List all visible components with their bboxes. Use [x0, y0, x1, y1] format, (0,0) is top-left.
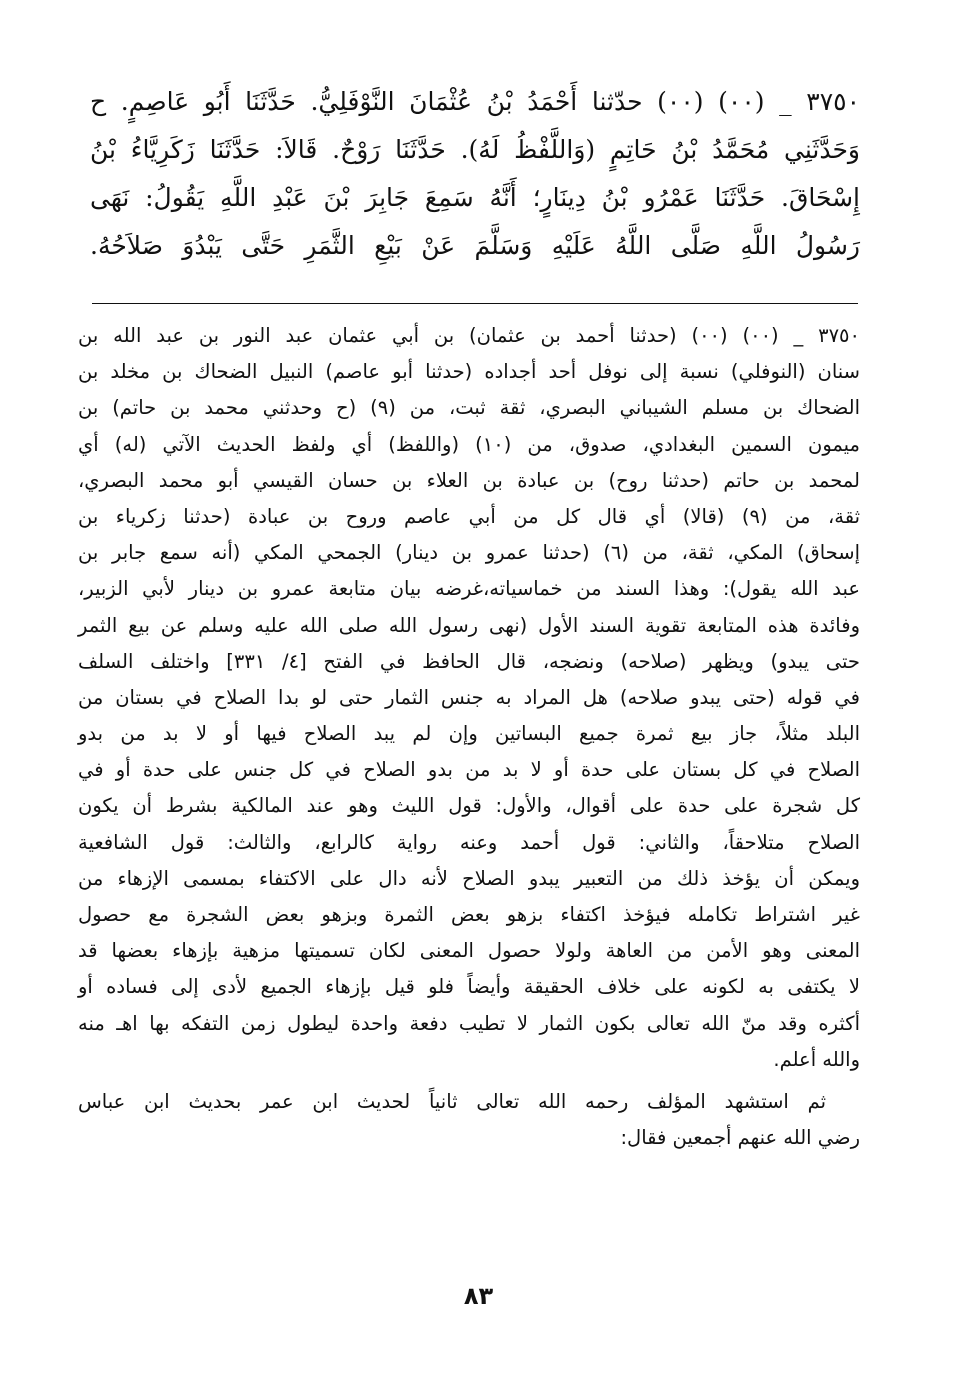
hadith-line: ٣٧٥٠ _ (٠٠) (٠٠) حدّثنا أَحْمَدُ بْنُ عُثْمَانَ النَّوْفَلِيُّ. حَدَّثَنَا أَبُو عَاصِمٍ. ح: [90, 87, 860, 116]
hadith-text: [90, 78, 860, 270]
commentary-line: ميمون السمين البغدادي، صدوق، من (١٠) (واللفظ) أي ولفظ الحديث الآتي (له) أي: [78, 432, 861, 456]
commentary-line: والله أعلم.: [773, 1047, 860, 1071]
hadith-line: وَحَدَّثَنِي مُحَمَّدُ بْنُ حَاتِمٍ (وَاللَّفْظُ لَهُ). حَدَّثَنَا رَوْحٌ. قَالاَ: حَدَّثَنَا زَكَرِيَّاءُ بْنُ: [90, 135, 860, 164]
hadith-line: إِسْحَاقَ. حَدَّثَنَا عَمْرُو بْنُ دِينَارٍ؛ أَنَّهُ سَمِعَ جَابِرَ بْنَ عَبْدِ اللَّهِ يَقُولُ: نَهَى: [90, 183, 860, 212]
commentary-line: سنان (النوفلي) نسبة إلى نوفل أحد أجداده (حدثنا أبو عاصم) النبيل الضحاك بن مخلد بن: [78, 360, 860, 384]
commentary-line: حتى يبدو) ويظهر (صلاحه) ونضجه، قال الحافظ في الفتح [٤/ ٣٣١] واختلف السلف: [78, 649, 860, 673]
commentary-line: ويمكن أن يؤخذ ذلك من التعبير يبدو الصلاح لأنه دال على الاكتفاء بمسمى الإزهاء من: [78, 866, 860, 890]
closing-line: ثم استشهد المؤلف رحمه الله تعالى ثانياً لحديث ابن عمر بحديث ابن عباس: [78, 1089, 826, 1113]
page-number: ٨٣: [463, 1282, 494, 1310]
closing-line: رضي الله عنهم أجمعين فقال:: [620, 1126, 860, 1150]
commentary-line: لا يكتفى به لكونه على خلاف الحقيقة وأيضاً فلو قيل بإزهاء الجميع لأدى إلى فساده أو: [78, 975, 860, 999]
commentary-line: كل شجرة على حدة على أقوال، والأول: قول الليث وهو عند المالكية بشرط أن يكون: [78, 794, 860, 818]
commentary-text: [78, 318, 860, 1156]
commentary-line: المعنى وهو الأمن من العاهة ولولا حصول المعنى لكان تسميتها مزهية بإزهاء بعضها قد: [78, 939, 860, 963]
hadith-line: رَسُولُ اللَّهِ صَلَّى اللَّهُ عَلَيْهِ وَسَلَّمَ عَنْ بَيْعِ الثَّمَرِ حَتَّى يَبْدُوَ صَلاَحُهُ.: [90, 231, 860, 260]
commentary-line: عبد الله يقول): وهذا السند من خماسياته،غرضه بيان متابعة عمرو بن دينار لأبي الزبير،: [78, 577, 860, 601]
commentary-line: الصلاح متلاحقاً، والثاني: قول أحمد وعنه رواية كالرابع، والثالث: قول الشافعية: [78, 830, 860, 854]
commentary-line: غير اشتراط تكامله فيؤخذ اكتفاء بزهو بعض الثمرة وبزهو بعض الشجرة مع حصول: [78, 903, 860, 926]
commentary-line: الصلاح في كل بستان على حدة أو لا بد من بدو الصلاح في كل جنس على حدة أو في: [78, 758, 860, 782]
commentary-line: ثقة، من (٩) (قالا) أي قال كل من أبي عاصم وروح بن عبادة (حدثنا زكرياء بن: [78, 504, 860, 528]
commentary-line: ٣٧٥٠ _ (٠٠) (٠٠) (حدثنا أحمد بن عثمان) بن أبي عثمان عبد النور بن عبد الله بن: [78, 324, 860, 347]
commentary-line: لمحمد بن حاتم (حدثنا روح) بن عبادة بن العلاء بن حسان القيسي أبو محمد البصري،: [78, 468, 860, 492]
section-divider: [92, 303, 858, 304]
commentary-line: أكثره وقد منّ الله تعالى بكون الثمار لا تطيب دفعة واحدة ليطول زمن التفكه بها اهـ منه: [78, 1011, 860, 1035]
commentary-line: الضحاك بن مسلم الشيباني البصري، ثقة ثبت، من (٩) (ح وحدثني محمد بن حاتم) بن: [78, 396, 861, 420]
commentary-line: البلد مثلاً، جاز بيع ثمرة جميع البساتين وإن لم يبد الصلاح فيها أو لا بد من بدو: [78, 722, 860, 746]
commentary-line: إسحاق) المكي، ثقة، من (٦) (حدثنا عمرو بن دينار) الجمحي المكي (أنه سمع جابر بن: [78, 541, 860, 565]
commentary-line: وفائدة هذه المتابعة تقوية السند الأول (نهى رسول الله صلى الله عليه وسلم عن بيع الثمر: [78, 613, 860, 637]
commentary-line: في قوله (حتى يبدو صلاحه) هل المراد به جنس الثمار حتى لو بدا الصلاح في بستان من: [78, 685, 860, 709]
